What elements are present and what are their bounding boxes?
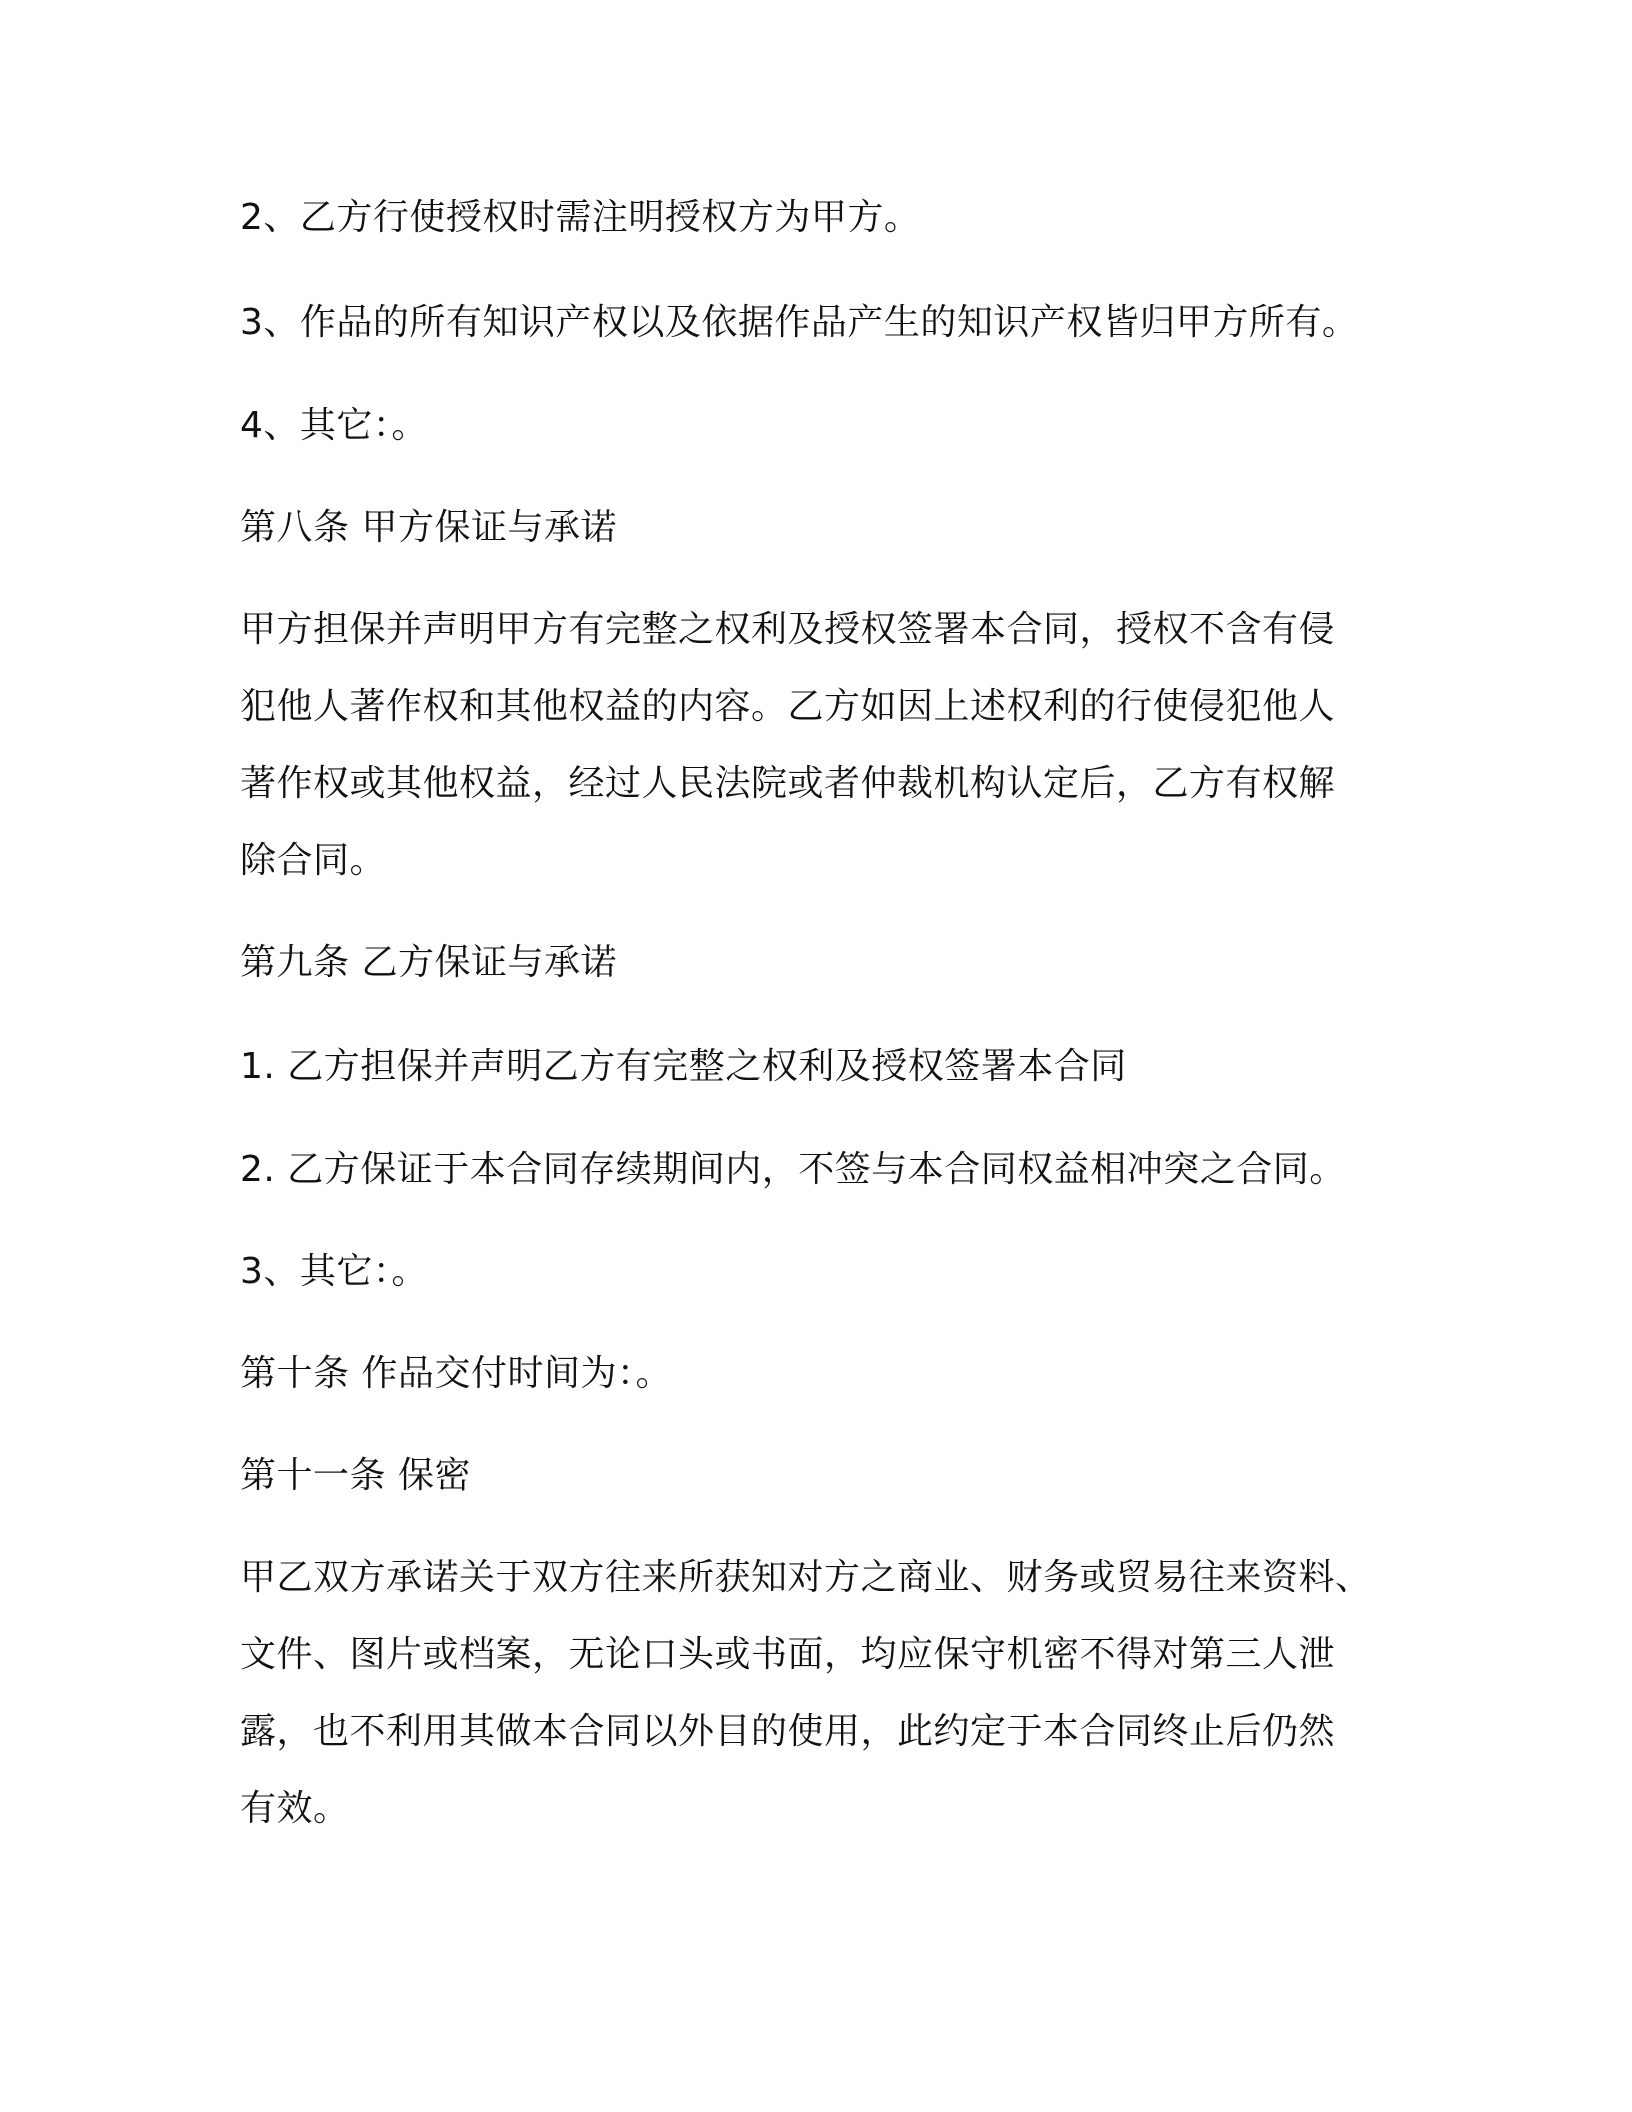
clause8-body-line: 犯他人著作权和其他权益的内容。乙方如因上述权利的行使侵犯他人	[240, 686, 1336, 727]
clause8-body-line: 著作权或其他权益，经过人民法院或者仲裁机构认定后，乙方有权解	[240, 763, 1336, 804]
clause11-body-line: 甲乙双方承诺关于双方往来所获知对方之商业、财务或贸易往来资料、	[240, 1557, 1372, 1598]
clause9-item2: 2. 乙方保证于本合同存续期间内，不签与本合同权益相冲突之合同。	[240, 1149, 1346, 1190]
clause9-item1: 1. 乙方担保并声明乙方有完整之权利及授权签署本合同	[240, 1046, 1127, 1087]
clause7-item2: 2、乙方行使授权时需注明授权方为甲方。	[240, 197, 921, 238]
clause8-title: 第八条 甲方保证与承诺	[240, 507, 617, 548]
clause9-item3: 3、其它：。	[240, 1251, 428, 1292]
clause11-body-line: 文件、图片或档案，无论口头或书面，均应保守机密不得对第三人泄	[240, 1634, 1336, 1675]
clause8-body-line: 除合同。	[240, 840, 387, 881]
clause10-title: 第十条 作品交付时间为：。	[240, 1353, 672, 1394]
clause11-title: 第十一条 保密	[240, 1455, 471, 1496]
clause9-title: 第九条 乙方保证与承诺	[240, 942, 617, 983]
clause8-body-line: 甲方担保并声明甲方有完整之权利及授权签署本合同，授权不含有侵	[240, 609, 1336, 650]
clause7-item3: 3、作品的所有知识产权以及依据作品产生的知识产权皆归甲方所有。	[240, 302, 1359, 343]
clause11-body-line: 有效。	[240, 1788, 350, 1829]
clause7-item4: 4、其它：。	[240, 405, 428, 446]
clause11-body-line: 露，也不利用其做本合同以外目的使用，此约定于本合同终止后仍然	[240, 1711, 1336, 1752]
